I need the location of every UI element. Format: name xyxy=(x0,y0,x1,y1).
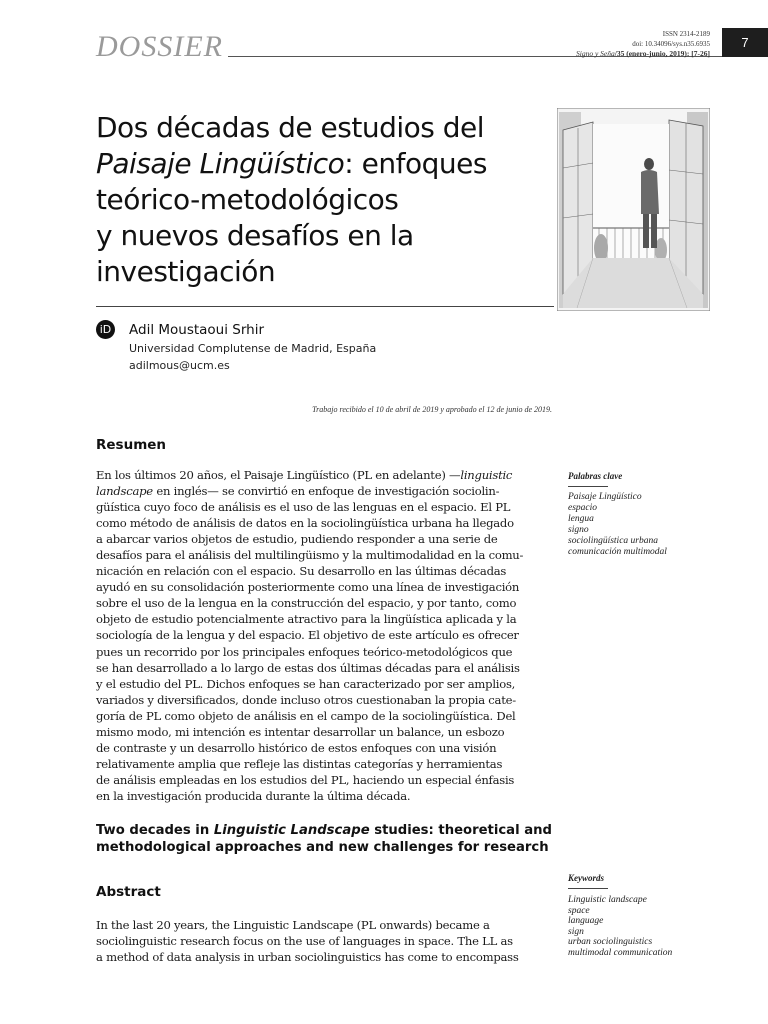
resumen-heading: Resumen xyxy=(96,437,167,453)
resumen-line: sociología de la lengua y del espacio. El objetivo de este artículo es ofrecer xyxy=(96,628,519,643)
keyword: sign xyxy=(568,926,584,937)
title-line-4: y nuevos desafíos en la xyxy=(96,219,414,252)
section-label: DOSSIER xyxy=(96,30,223,63)
abstract-line: sociolinguistic research focus on the use of languages in space. The LL as xyxy=(96,934,513,948)
resumen-line: landscape en inglés— se convirtió en enfoque de investigación sociolin- xyxy=(96,484,500,499)
issn: ISSN 2314-2189 xyxy=(662,30,710,38)
resumen-line: a abarcar varios objetos de estudio, pudiendo responder a una serie de xyxy=(96,532,498,547)
resumen-line: en la investigación producida durante la última década. xyxy=(96,788,411,803)
resumen-line: pues un recorrido por los principales enfoques teórico-metodológicos que xyxy=(96,644,513,659)
title-rule xyxy=(96,306,554,307)
resumen-line: goría de PL como objeto de análisis en el campo de la sociolingüística. Del xyxy=(96,708,516,723)
palabra-clave: sociolingüística urbana xyxy=(568,536,658,546)
title-line-5: investigación xyxy=(96,255,276,288)
keyword: language xyxy=(568,916,604,926)
resumen-body xyxy=(96,467,553,804)
keyword: urban sociolinguistics xyxy=(568,937,653,947)
abstract-line: a method of data analysis in urban sociolinguistics has come to encompass xyxy=(96,950,519,964)
resumen-line: como método de análisis de datos en la sociolingüística urbana ha llegado xyxy=(96,516,514,531)
orcid-icon[interactable]: iD xyxy=(96,320,115,339)
resumen-line: objeto de estudio potencialmente atractivo para la lingüística aplicada y la xyxy=(96,612,517,627)
author-email[interactable]: adilmous@ucm.es xyxy=(129,359,230,372)
resumen-line: y el estudio del PL. Dichos enfoques se han caracterizado por ser amplios, xyxy=(96,676,516,691)
resumen-line: ayudó en su consolidación posteriormente como una línea de investigación xyxy=(96,580,520,595)
resumen-line: desafíos para el análisis del multilingüismo y la multimodalidad en la comu- xyxy=(96,548,524,563)
abstract-line: In the last 20 years, the Linguistic Landscape (PL onwards) became a xyxy=(96,918,490,932)
keyword: Linguistic landscape xyxy=(568,895,647,905)
keywords-heading: Keywords xyxy=(568,873,604,883)
journal-name: Signo y Seña xyxy=(575,49,615,58)
received-note: Trabajo recibido el 10 de abril de 2019 y aprobado el 12 de junio de 2019. xyxy=(312,405,552,414)
english-title-line-1: Two decades in Linguistic Landscape studies: theoretical and xyxy=(96,823,552,838)
palabras-clave-list xyxy=(568,492,667,558)
issn-doi xyxy=(632,29,710,49)
palabras-clave-heading: Palabras clave xyxy=(568,471,623,481)
author-affiliation: Universidad Complutense de Madrid, España xyxy=(129,342,377,355)
journal-issue: /35 (enero-junio, 2019): [7-26] xyxy=(614,49,710,58)
palabra-clave: signo xyxy=(568,525,589,535)
palabras-clave-rule xyxy=(568,486,608,487)
title-line-1: Dos décadas de estudios del xyxy=(96,111,485,144)
palabra-clave: comunicación multimodal xyxy=(568,547,667,557)
resumen-line: se han desarrollado a lo largo de estas dos últimas décadas para el análisis xyxy=(96,660,520,675)
english-title xyxy=(96,823,556,856)
keyword: space xyxy=(568,905,590,916)
palabra-clave: espacio xyxy=(568,503,598,513)
resumen-line: variados y diversificados, donde incluso otros cuestionaban la propia cate- xyxy=(96,692,516,707)
resumen-line: güística cuyo foco de análisis es el uso de las lenguas en el espacio. El PL xyxy=(96,500,511,515)
journal-citation xyxy=(576,49,710,58)
resumen-line: relativamente amplia que refleje las distintas categorías y herramientas xyxy=(96,756,503,771)
keywords-list xyxy=(568,895,672,958)
doi: doi: 10.34096/sys.n35.6935 xyxy=(632,40,710,48)
keyword: multimodal communication xyxy=(568,947,673,958)
palabra-clave: lengua xyxy=(568,514,594,524)
keywords-rule xyxy=(568,888,608,889)
resumen-line: sobre el uso de la lengua en la construcción del espacio, y por tanto, como xyxy=(96,596,517,611)
page-number: 7 xyxy=(722,28,768,57)
english-title-line-2: methodological approaches and new challenges for research xyxy=(96,839,549,855)
title-line-2-rest: : enfoques xyxy=(344,147,487,180)
palabra-clave: Paisaje Lingüístico xyxy=(568,492,642,502)
title-italic: Paisaje Lingüístico xyxy=(96,147,345,180)
title-line-2 xyxy=(96,146,556,182)
article-title xyxy=(96,110,556,290)
abstract-body xyxy=(96,917,553,965)
abstract-heading: Abstract xyxy=(96,884,161,900)
resumen-line: de contraste y un desarrollo histórico de estos enfoques con una visión xyxy=(96,740,497,755)
resumen-line: En los últimos 20 años, el Paisaje Lingüístico (PL en adelante) —linguistic xyxy=(96,468,513,482)
resumen-line: de análisis empleadas en los estudios del PL, haciendo un especial énfasis xyxy=(96,772,515,787)
title-line-3: teórico-metodológicos xyxy=(96,183,399,216)
illustration-person-at-window xyxy=(557,108,710,311)
resumen-line: mismo modo, mi intención es intentar desarrollar un balance, un esbozo xyxy=(96,724,505,739)
resumen-line: nicación en relación con el espacio. Su desarrollo en las últimas décadas xyxy=(96,564,507,579)
author-name: Adil Moustaoui Srhir xyxy=(129,322,265,338)
